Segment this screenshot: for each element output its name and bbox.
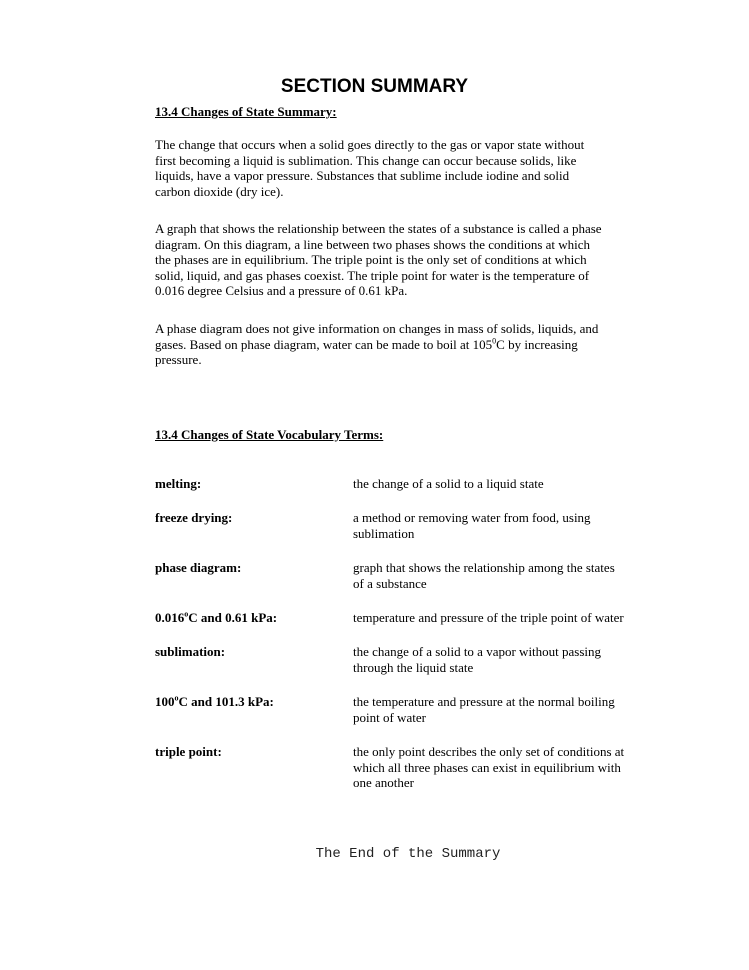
paragraph-line: A graph that shows the relationship between the states of a substance is called a phase	[155, 221, 602, 236]
definition-line: one another	[353, 775, 415, 790]
line-text: gases. Based on phase diagram, water can be made to boil at 105	[155, 336, 493, 352]
paragraph-line: The change that occurs when a solid goes directly to the gas or vapor state without	[155, 137, 585, 152]
paragraph-line: carbon dioxide (dry ice).	[155, 183, 284, 199]
definition-line: the change of a solid to a vapor without passing	[353, 644, 602, 659]
summary-paragraph-2	[155, 221, 670, 299]
term-text: C and 0.61 kPa:	[188, 610, 278, 625]
vocab-definition	[353, 510, 673, 541]
degree-superscript: 0	[492, 336, 497, 346]
definition-line: of a substance	[353, 575, 427, 591]
vocab-term: freeze drying:	[155, 510, 233, 525]
definition-line: point of water	[353, 709, 426, 725]
vocab-definition	[353, 560, 673, 591]
term-text: C and 101.3 kPa:	[178, 694, 274, 709]
definition-line: the only point describes the only set of conditions at	[353, 744, 625, 759]
vocab-term: phase diagram:	[155, 560, 242, 575]
definition-line: temperature and pressure of the triple point of water	[353, 610, 624, 625]
vocab-term	[155, 610, 277, 626]
paragraph-line: pressure.	[155, 352, 202, 367]
definition-line: a method or removing water from food, using	[353, 510, 591, 525]
paragraph-line: the phases are in equilibrium. The triple point is the only set of conditions at which	[155, 252, 587, 267]
vocab-definition	[353, 644, 673, 675]
line-text: C by increasing	[496, 336, 578, 352]
paragraph-line: liquids, have a vapor pressure. Substances that sublime include iodine and solid	[155, 168, 570, 183]
vocab-heading: 13.4 Changes of State Vocabulary Terms:	[155, 427, 384, 442]
vocab-definition	[353, 694, 673, 725]
vocab-definition	[353, 744, 673, 791]
end-note: The End of the Summary	[315, 846, 501, 862]
paragraph-line: solid, liquid, and gas phases coexist. The triple point for water is the temperature of	[155, 267, 590, 283]
degree-superscript: o	[174, 693, 179, 703]
paragraph-line: 0.016 degree Celsius and a pressure of 0.61 kPa.	[155, 283, 408, 298]
vocab-definition	[353, 476, 673, 492]
definition-line: sublimation	[353, 525, 415, 541]
vocab-term: sublimation:	[155, 644, 226, 659]
definition-line: the temperature and pressure at the normal boiling	[353, 694, 615, 709]
vocab-term: melting:	[155, 476, 202, 491]
term-text: 100	[155, 694, 175, 709]
degree-superscript: o	[184, 609, 189, 619]
page-title: SECTION SUMMARY	[280, 76, 469, 97]
paragraph-line: diagram. On this diagram, a line between two phases shows the conditions at which	[155, 236, 591, 252]
vocab-term	[155, 694, 274, 710]
definition-line: through the liquid state	[353, 659, 474, 675]
paragraph-line: A phase diagram does not give information on changes in mass of solids, liquids, and	[155, 321, 599, 336]
term-text: 0.016	[155, 610, 185, 625]
vocab-term: triple point:	[155, 744, 222, 759]
definition-line: which all three phases can exist in equilibrium with	[353, 759, 621, 775]
summary-heading: 13.4 Changes of State Summary:	[155, 104, 337, 119]
summary-paragraph-3	[155, 321, 670, 368]
definition-line: graph that shows the relationship among the states	[353, 560, 615, 575]
summary-paragraph-1	[155, 137, 670, 199]
definition-line: the change of a solid to a liquid state	[353, 476, 544, 491]
paragraph-line: first becoming a liquid is sublimation. This change can occur because solids, like	[155, 152, 577, 168]
vocab-definition	[353, 610, 673, 626]
paragraph-line	[155, 337, 670, 353]
